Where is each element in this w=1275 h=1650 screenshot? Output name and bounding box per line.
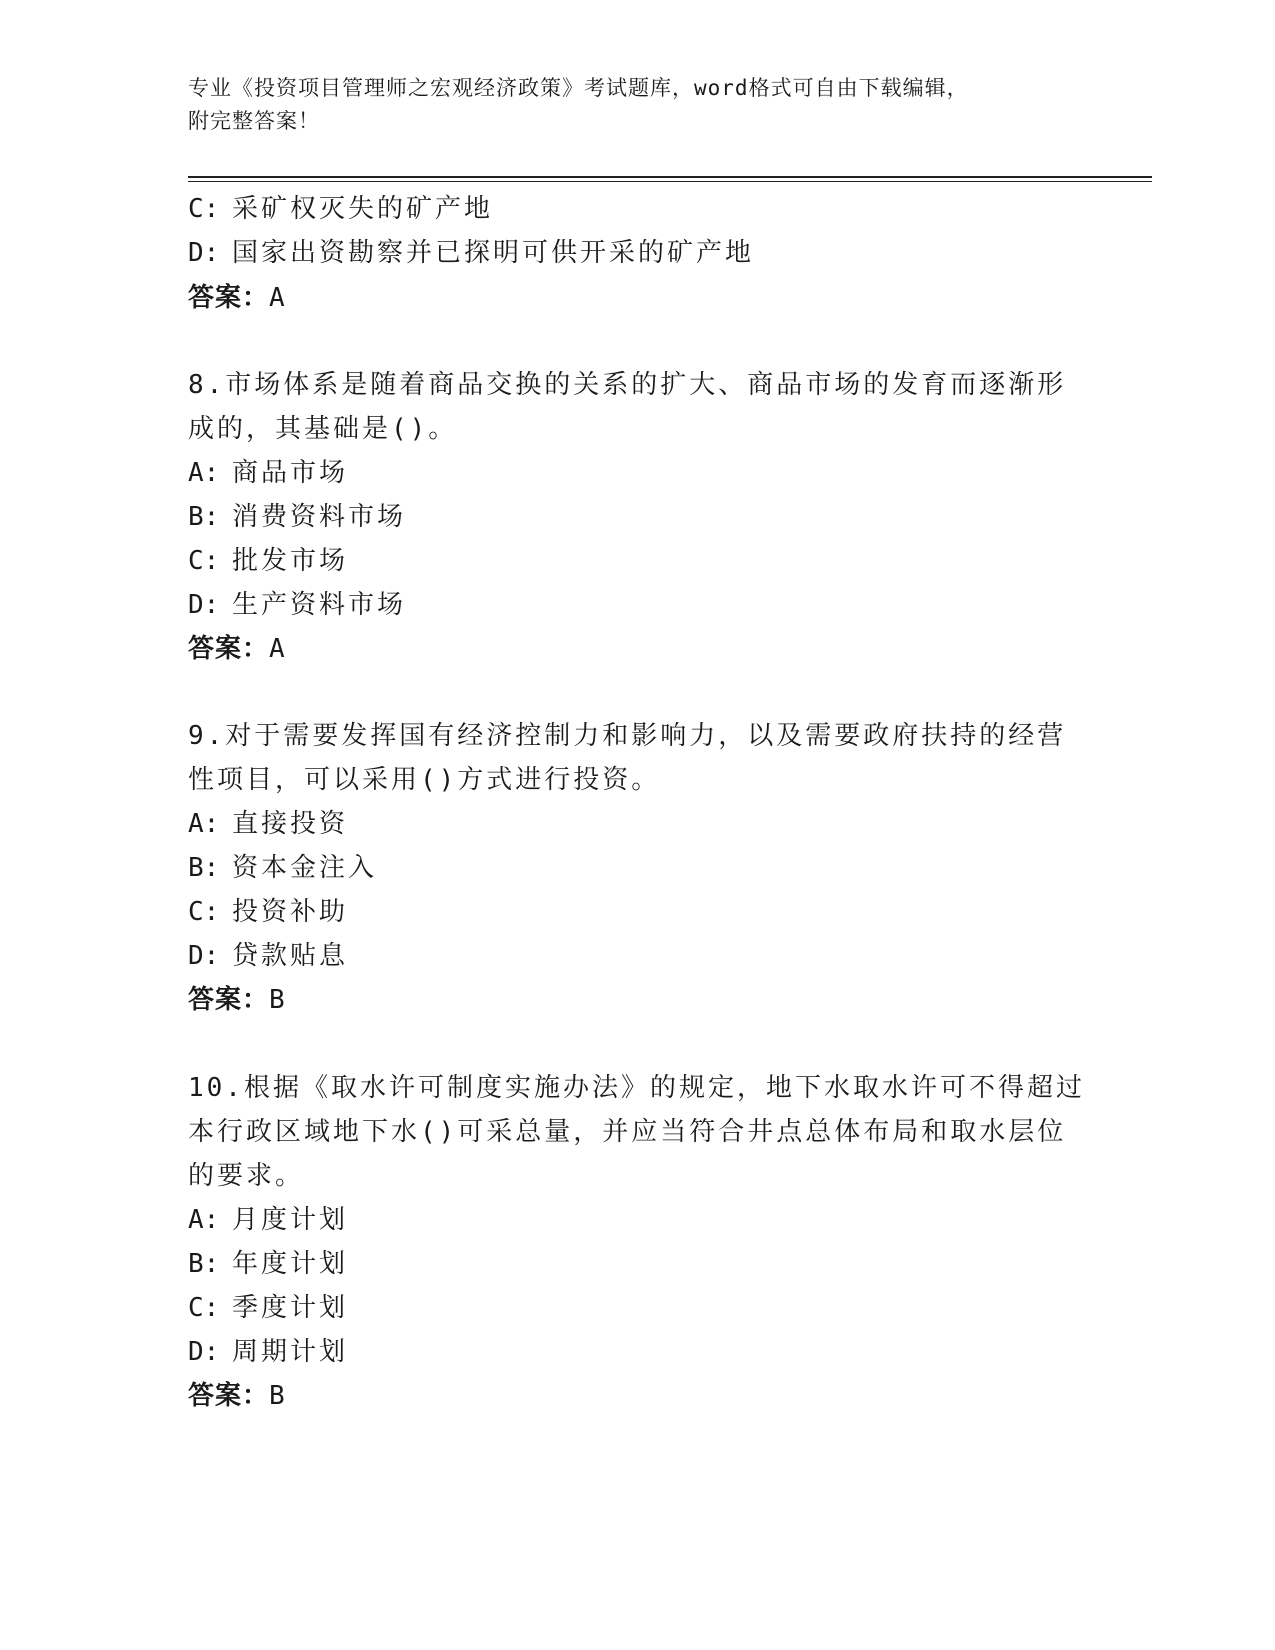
document-header — [188, 72, 1088, 138]
q8-option-c — [188, 544, 348, 578]
option-label: B: — [188, 502, 220, 532]
option-label: B: — [188, 853, 220, 883]
q10-answer-line — [188, 1379, 286, 1413]
option-text: 批发市场 — [232, 546, 349, 576]
answer-label: 答案： — [188, 1381, 270, 1411]
answer-label: 答案： — [188, 634, 270, 664]
question-8-line-2: 成的，其基础是()。 — [188, 414, 458, 444]
question-10-line-3: 的要求。 — [188, 1161, 305, 1191]
option-c — [188, 192, 493, 226]
question-10-line-2: 本行政区域地下水()可采总量，并应当符合井点总体布局和取水层位 — [188, 1117, 1067, 1147]
header-divider-thin — [188, 181, 1152, 182]
q10-option-a — [188, 1203, 348, 1237]
answer-value: B — [269, 1381, 286, 1411]
option-text: 直接投资 — [232, 809, 349, 839]
option-label: A: — [188, 458, 220, 488]
option-label: C: — [188, 897, 220, 927]
header-line-1: 专业《投资项目管理师之宏观经济政策》考试题库，word格式可自由下载编辑， — [188, 76, 969, 100]
option-label: A: — [188, 1205, 220, 1235]
option-label: D: — [188, 1337, 220, 1367]
option-text: 周期计划 — [232, 1337, 349, 1367]
option-label: D: — [188, 590, 220, 620]
option-text: 商品市场 — [232, 458, 349, 488]
q9-answer-line — [188, 983, 286, 1017]
option-text: 资本金注入 — [232, 853, 378, 883]
option-text: 生产资料市场 — [232, 590, 407, 620]
answer-line — [188, 281, 286, 315]
option-text: 采矿权灭失的矿产地 — [232, 194, 494, 224]
answer-label: 答案： — [188, 283, 270, 313]
q8-option-a — [188, 456, 348, 490]
option-label: C: — [188, 194, 220, 224]
answer-label: 答案： — [188, 985, 270, 1015]
option-text: 消费资料市场 — [232, 502, 407, 532]
answer-value: B — [269, 985, 286, 1015]
option-text: 年度计划 — [232, 1249, 349, 1279]
q8-option-b — [188, 500, 406, 534]
question-9-line-1: 9.对于需要发挥国有经济控制力和影响力，以及需要政府扶持的经营 — [188, 721, 1067, 751]
q9-option-d — [188, 939, 348, 973]
option-label: A: — [188, 809, 220, 839]
option-label: C: — [188, 546, 220, 576]
option-d — [188, 236, 754, 270]
q8-answer-line — [188, 632, 286, 666]
option-text: 月度计划 — [232, 1205, 349, 1235]
answer-value: A — [269, 634, 286, 664]
question-8-line-1: 8.市场体系是随着商品交换的关系的扩大、商品市场的发育而逐渐形 — [188, 370, 1067, 400]
q8-option-d — [188, 588, 406, 622]
header-divider-thick — [188, 176, 1152, 178]
header-line-2: 附完整答案！ — [188, 109, 320, 133]
answer-value: A — [269, 283, 286, 313]
option-text: 贷款贴息 — [232, 941, 349, 971]
option-text: 国家出资勘察并已探明可供开采的矿产地 — [232, 238, 755, 268]
option-text: 投资补助 — [232, 897, 349, 927]
question-9-line-2: 性项目，可以采用()方式进行投资。 — [188, 765, 661, 795]
q10-option-b — [188, 1247, 348, 1281]
q9-option-b — [188, 851, 377, 885]
question-10-line-1: 10.根据《取水许可制度实施办法》的规定，地下水取水许可不得超过 — [188, 1073, 1085, 1103]
option-label: B: — [188, 1249, 220, 1279]
option-text: 季度计划 — [232, 1293, 349, 1323]
q10-option-c — [188, 1291, 348, 1325]
q10-option-d — [188, 1335, 348, 1369]
option-label: D: — [188, 941, 220, 971]
q9-option-a — [188, 807, 348, 841]
option-label: C: — [188, 1293, 220, 1323]
q9-option-c — [188, 895, 348, 929]
option-label: D: — [188, 238, 220, 268]
